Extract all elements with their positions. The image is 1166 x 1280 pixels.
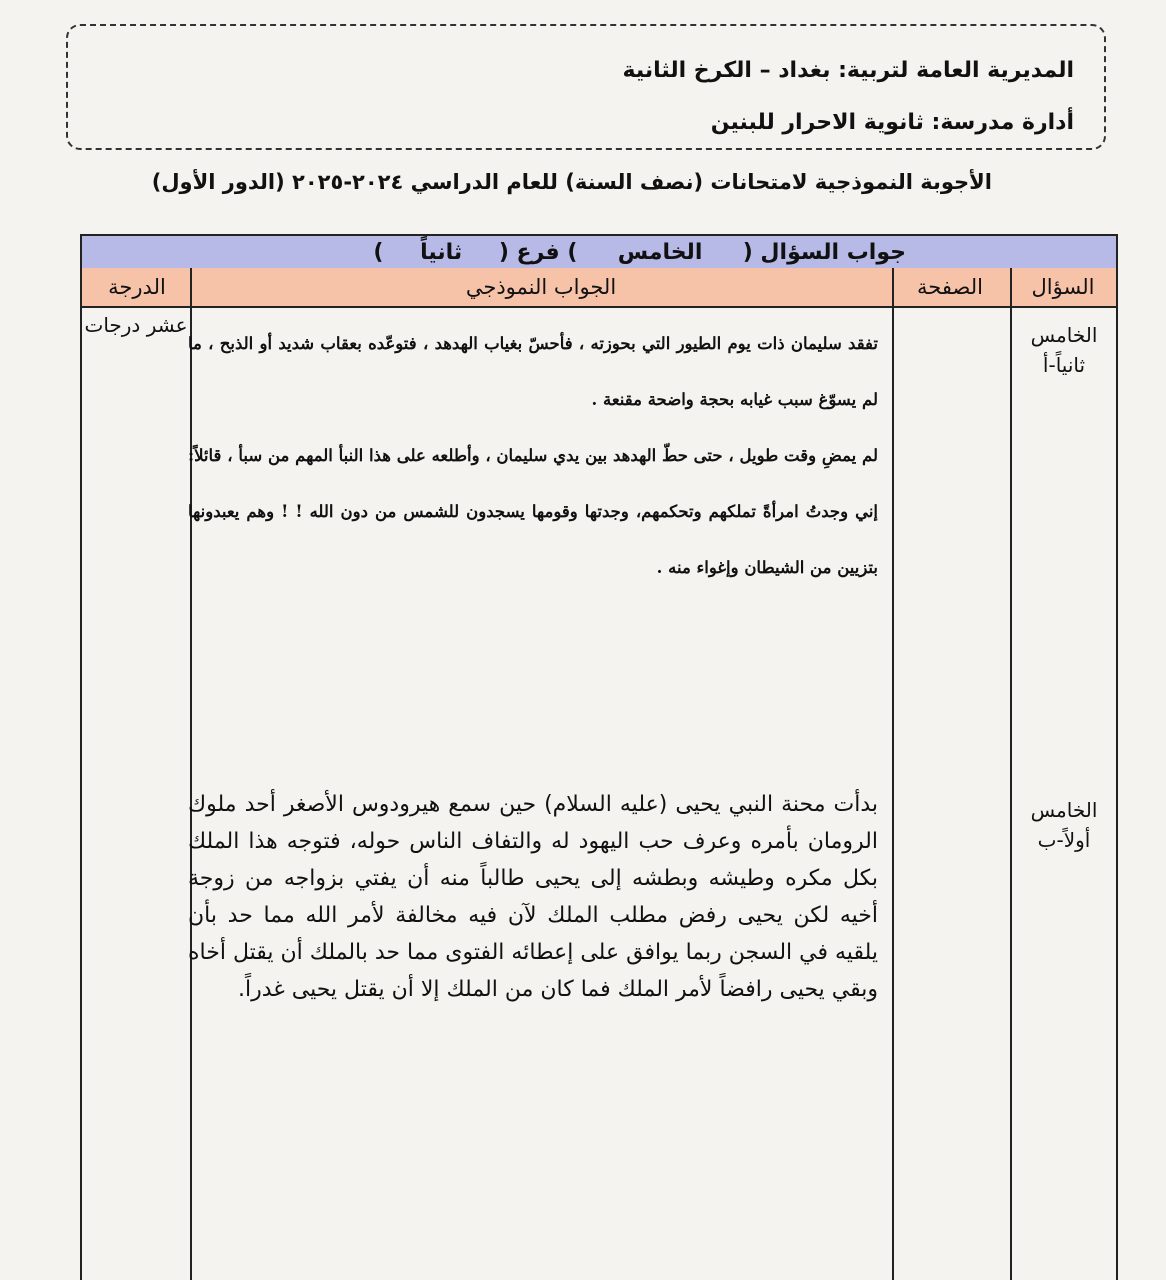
- column-divider: [1010, 268, 1012, 1280]
- table-border-right: [1116, 268, 1118, 1280]
- row1-answer-paragraph-1: تفقد سليمان ذات يوم الطيور التي بحوزته ، فأحسّ بغياب الهدهد ، فتوعّده بعقاب شديد أو الذبح ، ما لم يسوّغ سبب غيابه بحجة واضحة مقنعة .: [188, 334, 878, 409]
- row1-question: الخامس ثانياً-أ: [1030, 323, 1098, 377]
- header-answer: الجواب النموذجي: [465, 275, 617, 299]
- table-header-row: [80, 268, 1118, 308]
- header-box: [66, 24, 1106, 150]
- directorate-line: المديرية العامة لتربية: بغداد – الكرخ الثانية: [622, 58, 1074, 83]
- column-divider: [892, 268, 894, 1280]
- school-line: أدارة مدرسة: ثانوية الاحرار للبنين: [710, 110, 1074, 135]
- row1-answer-paragraph-2: لم يمضِ وقت طويل ، حتى حطّ الهدهد بين يدي سليمان ، وأطلعه على هذا النبأ المهم من سبأ ، قائلاً: إني وجدتُ امرأةً تملكهم وتحكمهم، وجدتها وقومها يسجدون للشمس من دون الله ! ! وهم يعبدونها بتزيين من الشيطان وإغواء منه .: [188, 446, 878, 577]
- banner-prefix: جواب السؤال (: [742, 240, 906, 265]
- banner-branch: ثانياً: [420, 240, 463, 265]
- row1-answer: [188, 316, 878, 596]
- answer-table: [80, 220, 1118, 1280]
- header-page: الصفحة: [917, 275, 983, 299]
- row1-grade: عشر درجات: [84, 313, 188, 337]
- header-question: السؤال: [1031, 275, 1095, 299]
- banner-branch-prefix: ) فرع (: [498, 240, 578, 265]
- banner-text: [373, 240, 906, 265]
- banner-suffix: ): [373, 240, 384, 265]
- row2-question: الخامس أولاً-ب: [1030, 798, 1098, 852]
- banner-question: الخامس: [617, 240, 703, 265]
- row2-answer: بدأت محنة النبي يحيى (عليه السلام) حين سمع هيرودوس الأصغر أحد ملوك الرومان بأمره وعرف حب اليهود له والتفاف الناس حوله، فتوجه هذا الملك بكل مكره وطيشه وبطشه إلى يحيى طالباً منه أن يفتي بزواجه من زوجة أخيه لكن يحيى رفض مطلب الملك لآن فيه مخالفة لأمر الله مما حد بأن يلقيه في السجن ربما يوافق على إعطائه الفتوى مما حد بالملك أن يقتل أخاه وبقي يحيى رافضاً لأمر الملك فما كان من الملك إلا أن يقتل يحيى غدراً.: [188, 792, 878, 1002]
- page-title: الأجوبة النموذجية لامتحانات (نصف السنة) للعام الدراسي ٢٠٢٤-٢٠٢٥ (الدور الأول): [151, 170, 992, 194]
- table-border-left: [80, 268, 82, 1280]
- header-grade: الدرجة: [108, 275, 166, 299]
